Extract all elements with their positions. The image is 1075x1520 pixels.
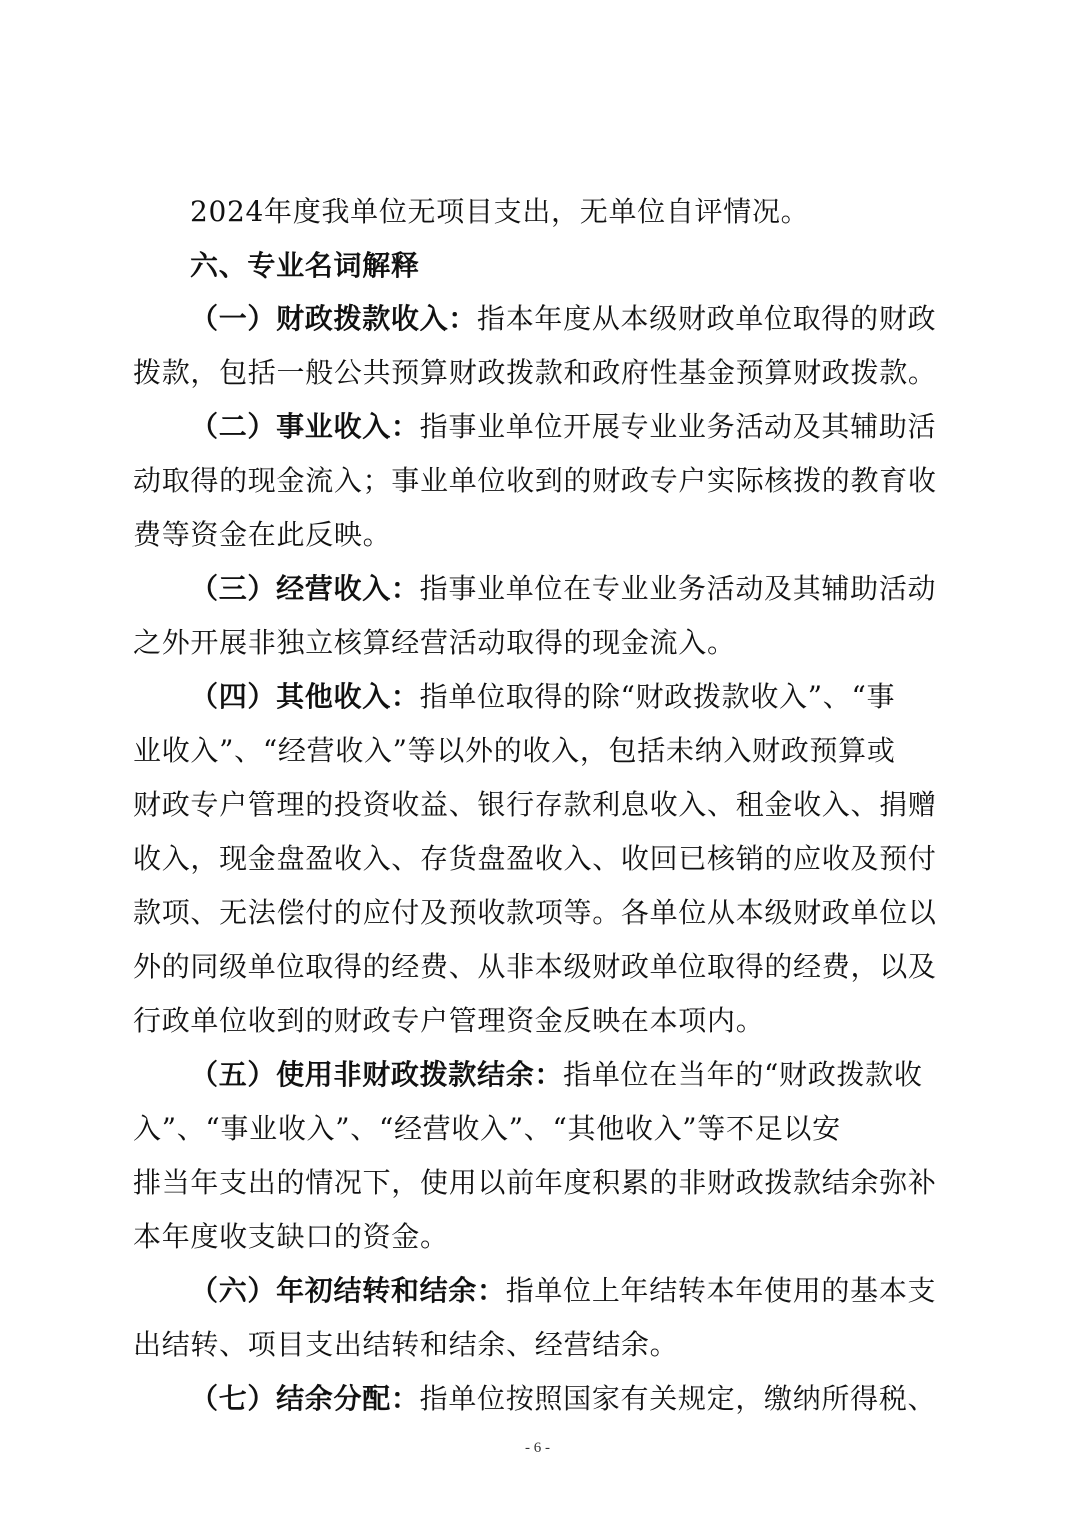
definition-text: 排当年支出的情况下，使用以前年度积累的非财政拨款结余弥补	[133, 1166, 937, 1199]
definition-item	[190, 410, 936, 444]
item-number: （二）	[190, 410, 277, 443]
item-number: （三）	[190, 572, 277, 605]
definition-text: 之外开展非独立核算经营活动取得的现金流入。	[133, 626, 736, 659]
definition-text: 本年度收支缺口的资金。	[133, 1220, 449, 1253]
term-label: 财政拨款收入：	[276, 302, 478, 335]
definition-text: 收入，现金盘盈收入、存货盘盈收入、收回已核销的应收及预付	[133, 842, 937, 875]
definition-item	[190, 302, 936, 336]
item-number: （一）	[190, 302, 277, 335]
item-number: （七）	[190, 1382, 277, 1415]
definition-item	[190, 680, 895, 714]
definition-text: 指本年度从本级财政单位取得的财政	[477, 302, 937, 335]
section-heading: 六、专业名词解释	[190, 249, 420, 282]
term-label: 经营收入：	[276, 572, 420, 605]
item-number: （四）	[190, 680, 277, 713]
definition-text: 动取得的现金流入；事业单位收到的财政专户实际核拨的教育收	[133, 464, 937, 497]
definition-text: 指单位取得的除“财政拨款收入”、“事	[419, 680, 896, 713]
definition-item	[190, 1382, 936, 1416]
definition-text: 拨款，包括一般公共预算财政拨款和政府性基金预算财政拨款。	[133, 356, 937, 389]
page-number: - 6 -	[525, 1440, 550, 1456]
definition-item	[190, 1058, 923, 1092]
definition-item	[190, 572, 936, 606]
definition-text: 指单位上年结转本年使用的基本支	[505, 1274, 937, 1307]
definition-text: 外的同级单位取得的经费、从非本级财政单位取得的经费，以及	[133, 950, 937, 983]
intro-paragraph: 2024年度我单位无项目支出，无单位自评情况。	[190, 195, 810, 228]
definition-text: 财政专户管理的投资收益、银行存款利息收入、租金收入、捐赠	[133, 788, 937, 821]
item-number: （五）	[190, 1058, 277, 1091]
definition-text: 指事业单位在专业业务活动及其辅助活动	[419, 572, 937, 605]
term-label: 结余分配：	[276, 1382, 420, 1415]
definition-text: 业收入”、“经营收入”等以外的收入，包括未纳入财政预算或	[133, 734, 896, 767]
definition-text: 入”、“事业收入”、“经营收入”、“其他收入”等不足以安	[133, 1112, 841, 1145]
term-label: 年初结转和结余：	[276, 1274, 506, 1307]
term-label: 使用非财政拨款结余：	[276, 1058, 564, 1091]
definition-text: 指单位在当年的“财政拨款收	[563, 1058, 923, 1091]
definition-text: 费等资金在此反映。	[133, 518, 392, 551]
term-label: 其他收入：	[276, 680, 420, 713]
term-label: 事业收入：	[276, 410, 420, 443]
definition-item	[190, 1274, 936, 1308]
definition-text: 指单位按照国家有关规定，缴纳所得税、	[419, 1382, 937, 1415]
definition-text: 行政单位收到的财政专户管理资金反映在本项内。	[133, 1004, 765, 1037]
item-number: （六）	[190, 1274, 277, 1307]
definition-text: 出结转、项目支出结转和结余、经营结余。	[133, 1328, 679, 1361]
definition-text: 指事业单位开展专业业务活动及其辅助活	[419, 410, 937, 443]
definition-text: 款项、无法偿付的应付及预收款项等。各单位从本级财政单位以	[133, 896, 937, 929]
